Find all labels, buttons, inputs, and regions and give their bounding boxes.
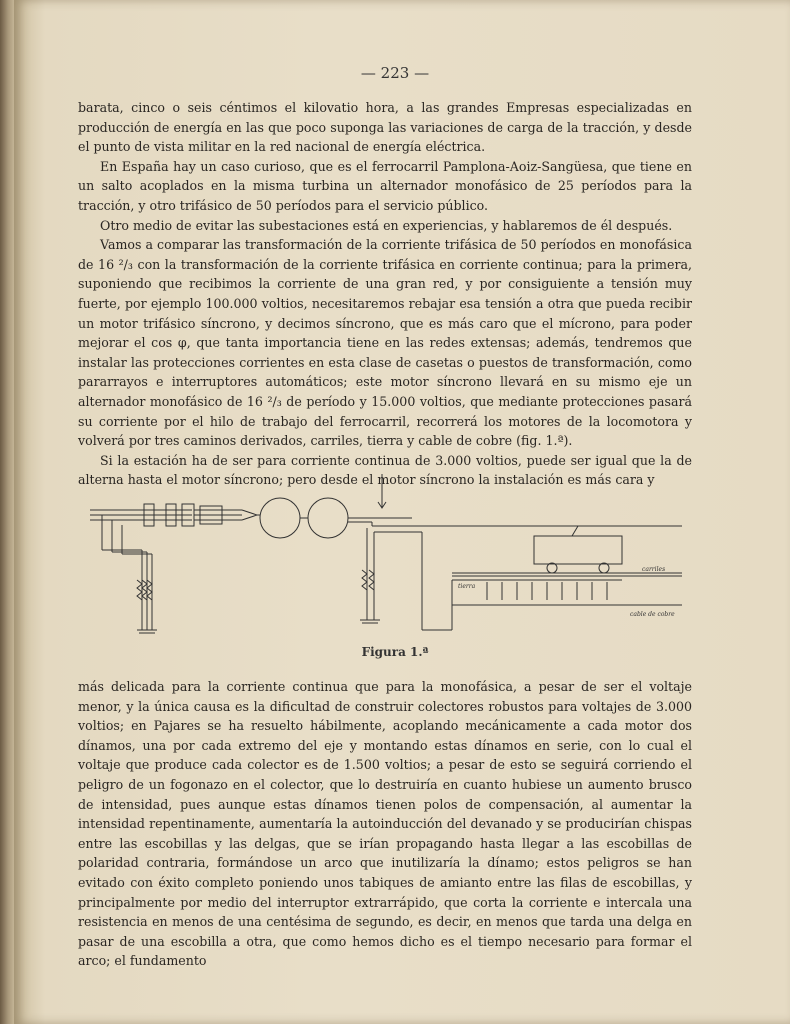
- top-text-block: [78, 98, 692, 490]
- figure-caption: Figura 1.ª: [361, 645, 429, 659]
- paragraph: Vamos a comparar las transformación de la corriente trifásica de 50 períodos en monofásica de 16 ²/₃ con la transformación de la corriente trifásica en corriente continua; para la primera, suponiendo que recibimos la corriente de una gran red, y por consiguiente a tensión muy fuerte, por ejemplo 100.000 voltios, necesitaremos rebajar esa tensión a otra que pueda recibir un motor trifásico síncrono, y decimos síncrono, que es más caro que el mícrono, para poder mejorar el cos φ, que tanta importancia tiene en las redes extensas; además, tendremos que instalar las protecciones corrientes en esta clase de casetas o puestos de transformación, como pararrayos e interruptores automáticos; este motor síncrono llevará en su mismo eje un alternador monofásico de 16 ²/₃ de período y 15.000 voltios, que mediante protecciones pasará su corriente por el hilo de trabajo del ferrocarril, recorrerá los motores de la locomotora y volverá por tres caminos derivados, carriles, tierra y cable de cobre (fig. 1.ª).: [78, 237, 692, 449]
- page-number: — 223 —: [360, 64, 430, 82]
- ground-label: tierra: [458, 583, 476, 590]
- paragraph: más delicada para la corriente continua que para la monofásica, a pesar de ser el voltaje menor, y la única causa es la dificultad de construir colectores robustos para voltajes de 3.000 voltios; en Pajares se ha resuelto hábilmente, acoplando mecánicamente a cada motor dos dínamos, una por cada extremo del eje y montando estas dínamos en serie, con lo cual el voltaje que produce cada colector es de 1.500 voltios; a pesar de esto se seguirá corriendo el peligro de un fogonazo en el colector, que lo destruiría en cuanto hubiese un aumento brusco de intensidad, pues aunque estas dínamos tienen polos de compensación, al aumentar la intensidad repentinamente, aumentaría la autoinducción del devanado y se producirían chispas entre las escobillas y las delgas, que se irían propagando hasta llegar a las escobillas de polaridad contraria, formándose un arco que inutilizaría la dínamo; estos peligros se han evitado con éxito completo poniendo unos tabiques de amianto entre las filas de escobillas, y principalmente por medio del interruptor extrarrápido, que corta la corriente e intercala una resistencia en menos de una centésima de segundo, es decir, en menos que tarda una delga en pasar de una escobilla a otra, que como hemos dicho es el tiempo necesario para formar el arco; el fundamento: [78, 679, 692, 969]
- paragraph: Otro medio de evitar las subestaciones está en experiencias, y hablaremos de él después.: [100, 217, 673, 233]
- circuit-diagram-figure: [82, 470, 682, 640]
- paragraph: Si la estación ha de ser para corriente continua de 3.000 voltios, puede ser igual que la de alterna hasta el motor síncrono; pero desde el motor síncrono la instalación es más cara y: [78, 452, 692, 488]
- paragraph: barata, cinco o seis céntimos el kilovatio hora, a las grandes Empresas especializadas en producción de energía en las que poco suponga las variaciones de carga de la tracción, y desde el punto de vista militar en la red nacional de energía eléctrica.: [78, 100, 692, 155]
- copper-cable-label: cable de cobre: [630, 611, 675, 618]
- paragraph: En España hay un caso curioso, que es el ferrocarril Pamplona-Aoiz-Sangüesa, que tiene en un salto acoplados en la misma turbina un alternador monofásico de 25 períodos para la tracción, y otro trifásico de 50 períodos para el servicio público.: [78, 158, 692, 213]
- bottom-text-block: [78, 677, 692, 971]
- rail-label: carriles: [642, 566, 666, 573]
